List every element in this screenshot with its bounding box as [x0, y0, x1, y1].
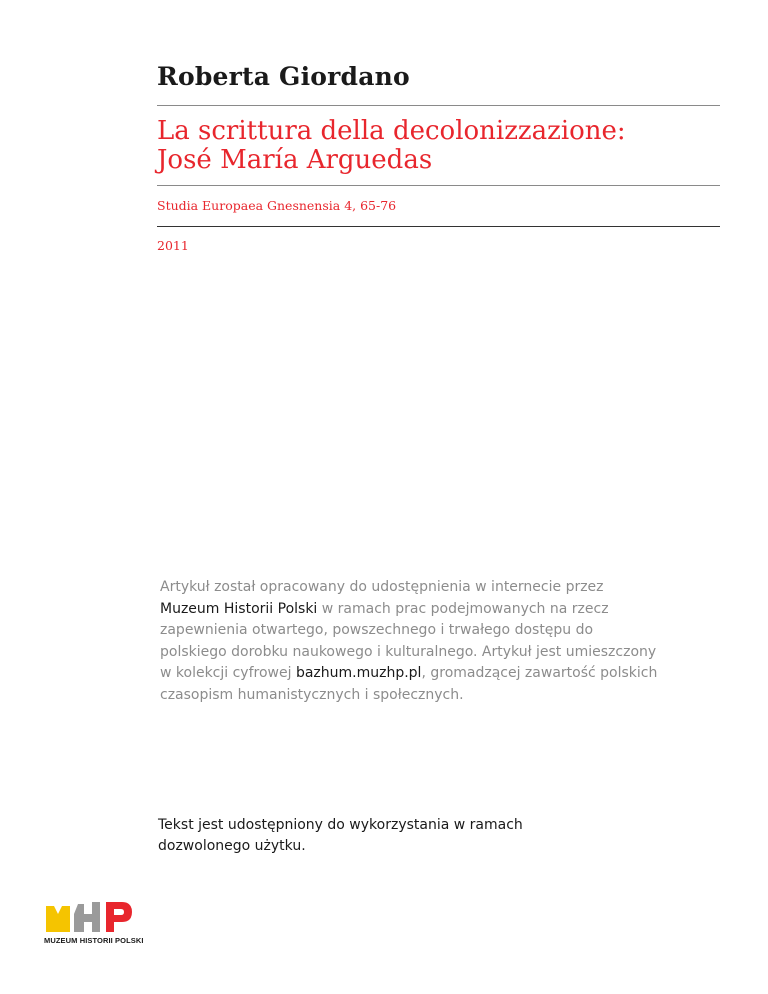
- usage-line: Tekst jest udostępniony do wykorzystania w ramach: [158, 817, 523, 833]
- title-line-2: José María Arguedas: [157, 145, 433, 175]
- divider: [157, 226, 720, 227]
- logo-p-mark: [106, 902, 132, 932]
- notice-line: zapewnienia otwartego, powszechnego i trwałego dostępu do: [160, 622, 594, 638]
- logo-caption: MUZEUM HISTORII POLSKI: [44, 936, 144, 945]
- notice-line: [160, 663, 700, 685]
- title-line-1: La scrittura della decolonizzazione:: [157, 116, 626, 146]
- logo-m-mark: [46, 906, 70, 932]
- notice-line: polskiego dorobku naukowego i kulturalnego. Artykuł jest umieszczony: [160, 643, 657, 660]
- notice-line: [160, 599, 700, 621]
- notice-line: czasopism humanistycznych i społecznych.: [160, 686, 464, 703]
- notice-text: , gromadzącej zawartość polskich: [421, 665, 658, 681]
- article-title: [157, 117, 717, 175]
- usage-line: dozwolonego użytku.: [158, 838, 306, 854]
- author-name: Roberta Giordano: [157, 62, 410, 91]
- digitization-notice: [160, 577, 700, 706]
- museum-link[interactable]: Muzeum Historii Polski: [160, 600, 318, 617]
- notice-line: Artykuł został opracowany do udostępnienia w internecie przez: [160, 579, 604, 595]
- notice-text: w kolekcji cyfrowej: [160, 665, 296, 681]
- bazhum-link[interactable]: bazhum.muzhp.pl: [295, 665, 422, 681]
- publication-year: 2011: [157, 238, 189, 253]
- divider: [157, 185, 720, 186]
- notice-text: w ramach prac podejmowanych na rzecz: [317, 600, 609, 617]
- divider: [157, 105, 720, 106]
- usage-notice: [158, 815, 523, 857]
- journal-citation: Studia Europaea Gnesnensia 4, 65-76: [157, 198, 397, 213]
- logo-h-mark: [74, 902, 100, 932]
